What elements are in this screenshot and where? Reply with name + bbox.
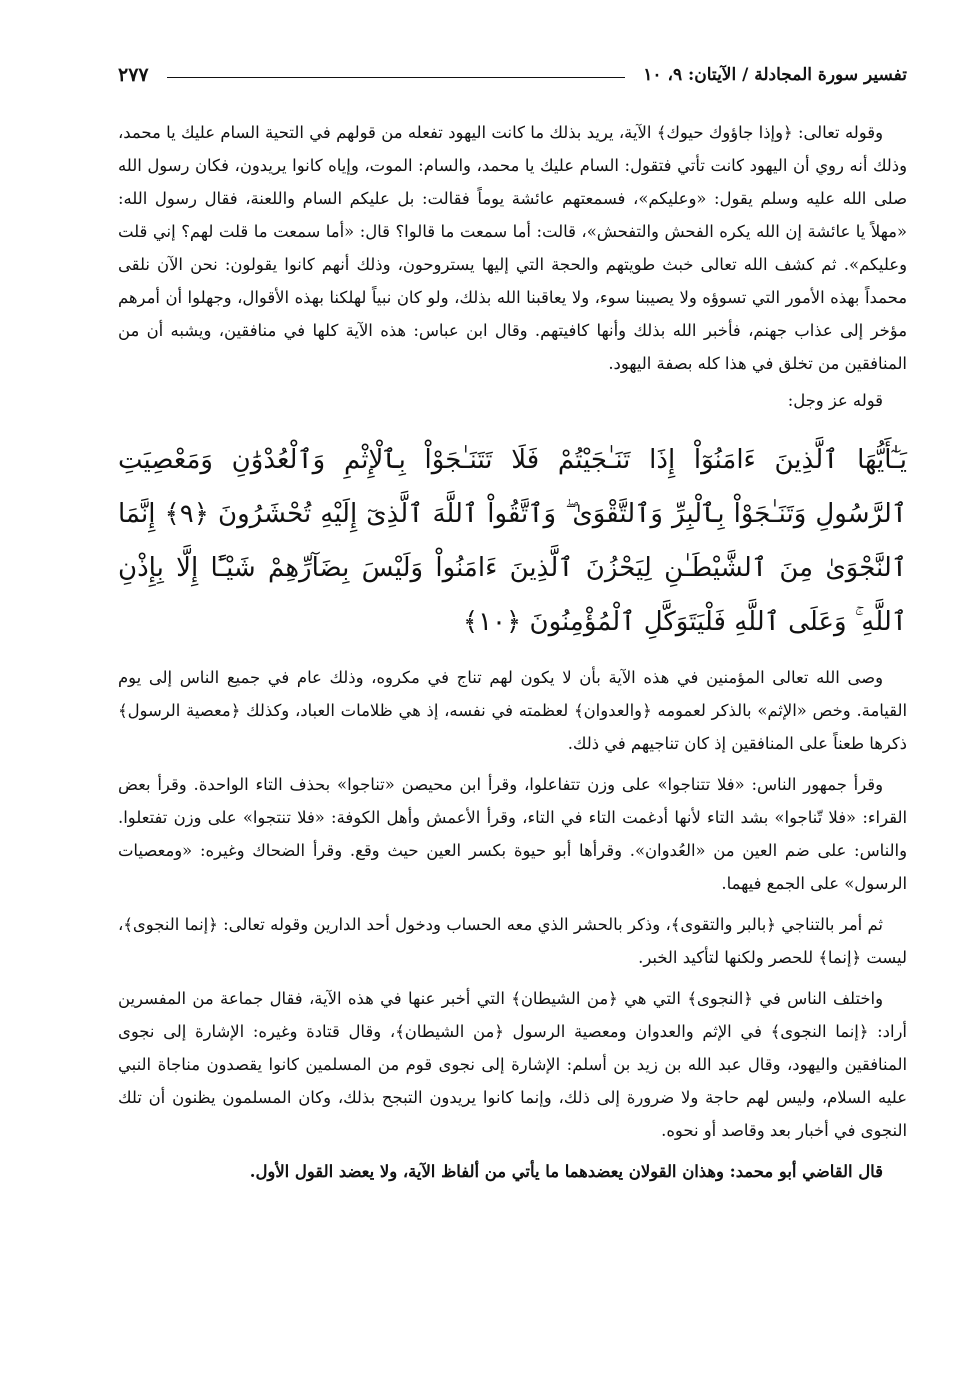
running-title: تفسير سورة المجادلة / الآيتان: ٩، ١٠	[643, 65, 907, 85]
page-number: ٢٧٧	[118, 64, 149, 86]
running-header	[118, 58, 907, 92]
header-rule	[167, 77, 626, 78]
quran-verses: يَـٰٓأَيُّهَا ٱلَّذِينَ ءَامَنُوٓاْ إِذَا تَنَـٰجَيْتُمْ فَلَا تَتَنَـٰجَوْاْ بِٱلْإِثْمِ وَٱلْعُدْوَٰنِ وَمَعْصِيَتِ ٱلرَّسُولِ وَتَنَـٰجَوْاْ بِٱلْبِرِّ وَٱلتَّقْوَىٰ ۖ وَٱتَّقُواْ ٱللَّهَ ٱلَّذِىٓ إِلَيْهِ تُحْشَرُونَ ﴿٩﴾ إِنَّمَا ٱلنَّجْوَىٰ مِنَ ٱلشَّيْطَـٰنِ لِيَحْزُنَ ٱلَّذِينَ ءَامَنُواْ وَلَيْسَ بِضَآرِّهِمْ شَيْـًٔا إِلَّا بِإِذْنِ ٱللَّهِ ۚ وَعَلَى ٱللَّهِ فَلْيَتَوَكَّلِ ٱلْمُؤْمِنُونَ ﴿١٠﴾	[118, 445, 907, 638]
paragraph-commentary-1: وقوله تعالى: ﴿وإذا جاؤوك حيوك﴾ الآية، يريد بذلك ما كانت اليهود تفعله من قولهم في التحية السام عليك يا محمد، وذلك أنه روي أن اليهود كانت تأتي فتقول: السام عليك يا محمد، والسام: الموت، وإياه كانوا يريدون، فكان رسول الله صلى الله عليه وسلم يقول: «وعليكم»، فسمعتهم عائشة يوماً فقالت: بل عليكم السام واللعنة، فقال رسول الله: «مهلاً يا عائشة إن الله يكره الفحش والتفحش»، قالت: أما سمعت ما قالوا؟ قال: «أما سمعت ما قلت لهم؟ إني قلت وعليكم». ثم كشف الله تعالى خبث طويتهم والحجة التي إليها يستروحون، وذلك أنهم كانوا يقولون: نحن الآن نلقى محمداً بهذه الأمور التي تسوؤه ولا يصيبنا سوء، ولا يعاقبنا الله بذلك، ولو كان نبياً لهلكنا بهذه الأقوال، وجهلوا أن أمرهم مؤخر إلى عذاب جهنم، فأخبر الله بذلك وأنها كافيتهم. وقال ابن عباس: هذه الآية كلها في منافقين، ويشبه أن من المنافقين من تخلق في هذا كله بصفة اليهود.	[118, 123, 907, 373]
paragraph-commentary-4: واختلف الناس في ﴿النجوى﴾ التي هي ﴿من الشيطان﴾ التي أخبر عنها في هذه الآية، فقال جماعة من المفسرين أراد: ﴿إنما النجوى﴾ في الإثم والعدوان ومعصية الرسول ﴿من الشيطان﴾، وقال قتادة وغيره: الإشارة إلى نجوى المنافقين واليهود، وقال عبد الله بن زيد بن أسلم: الإشارة إلى نجوى قوم من المسلمين كانوا يقصدون مناجاة النبي عليه السلام، وليس لهم حاجة ولا ضرورة إلى ذلك، وإنما كانوا يريدون التبجح بذلك، وكان المسلمون يظنون أن تلك النجوى في أخبار بعد وقاصد أو نحوه.	[118, 989, 907, 1141]
paragraph-commentary-3: ثم أمر بالتناجي ﴿بالبر والتقوى﴾، وذكر بالحشر الذي معه الحساب ودخول أحد الدارين وقوله تعالى: ﴿إنما النجوى﴾، ليست ﴿إنما﴾ للحصر ولكنها لتأكيد الخبر.	[118, 915, 907, 968]
paragraph-commentary-2: وصى الله تعالى المؤمنين في هذه الآية بأن لا يكون لهم تناج في مكروه، وذلك عام في جميع الناس إلى يوم القيامة. وخص «الإثم» بالذكر لعمومه ﴿والعدوان﴾ لعظمته في نفسه، إذ هي ظلامات العباد، وكذلك ﴿معصية الرسول﴾ ذكرها طعناً على المنافقين إذ كان تناجيهم في ذلك.	[118, 668, 907, 754]
verse-intro: قوله عز وجل:	[787, 391, 883, 410]
book-page	[118, 58, 907, 1355]
paragraph-qadi: قال القاضي أبو محمد: وهذان القولان يعضدهما ما يأتي من ألفاظ الآية، ولا يعضد القول الأول.	[249, 1162, 883, 1182]
paragraph-readings: وقرأ جمهور الناس: «فلا تتناجوا» على وزن تتفاعلوا، وقرأ ابن محيصن «تناجوا» بحذف التاء الواحدة. وقرأ بعض القراء: «فلا تّناجوا» بشد التاء لأنها أدغمت التاء في التاء، وقرأ الأعمش وأهل الكوفة: «فلا تنتجوا» على وزن تفتعلوا. والناس: على ضم العين من «العُدوان». وقرأها أبو حيوة بكسر العين حيث وقع. وقرأ الضحاك وغيره: «ومعصيات الرسول» على الجمع فيهما.	[118, 775, 907, 894]
